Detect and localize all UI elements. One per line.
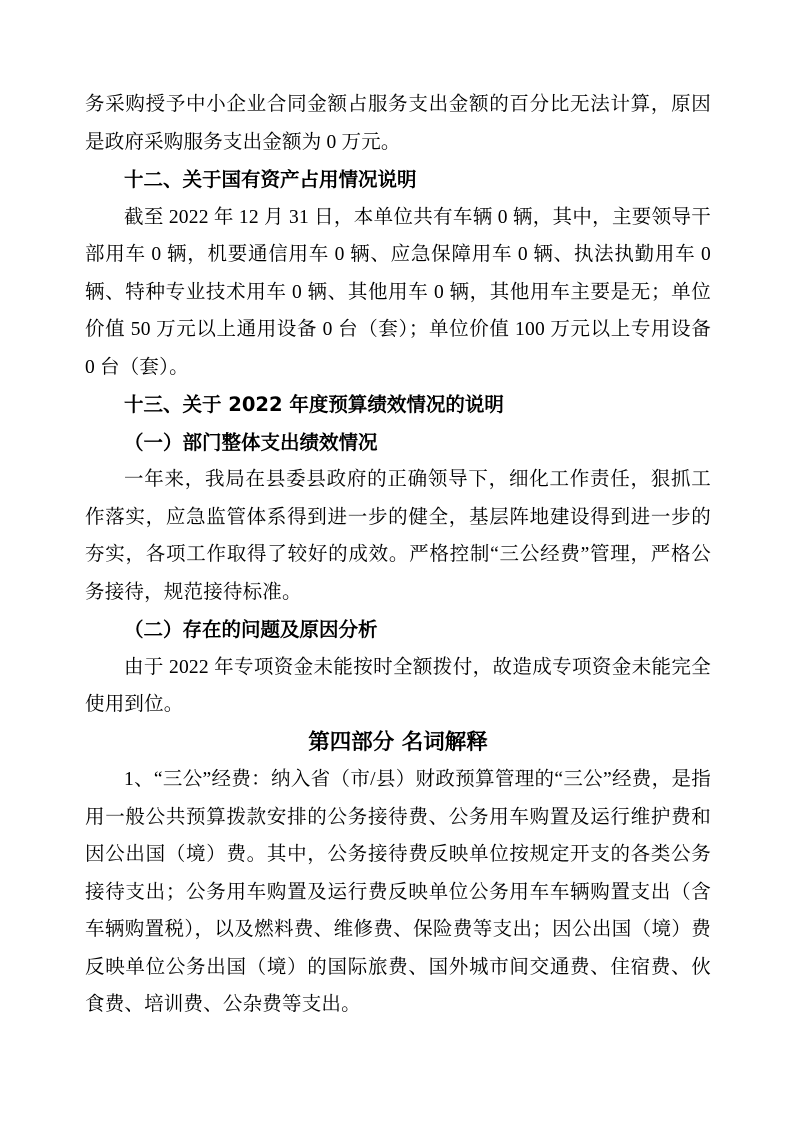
paragraph-procurement-continuation: 务采购授予中小企业合同金额占服务支出金额的百分比无法计算，原因是政府采购服务支出金额为 0 万元。 [85, 94, 711, 153]
paragraph-three-public-funds-definition: 1、“三公”经费：纳入省（市/县）财政预算管理的“三公”经费，是指用一般公共预算拨款安排的公务接待费、公务用车购置及运行维护费和因公出国（境）费。其中，公务接待费反映单位按规定开支的各类公务接待支出；公务用车购置及运行费反映单位公务用车车辆购置支出（含车辆购置税），以及燃料费、维修费、保险费等支出；因公出国（境）费反映单位公务出国（境）的国际旅费、国外城市间交通费、住宿费、伙食费、培训费、公杂费等支出。 [85, 769, 711, 1015]
paragraph-problems-reason: 由于 2022 年专项资金未能按时全额拨付，故造成专项资金未能完全使用到位。 [85, 656, 711, 715]
heading-13-sub1-overall-expenditure: （一）部门整体支出绩效情况 [124, 430, 378, 454]
paragraph-state-assets-detail: 截至 2022 年 12 月 31 日，本单位共有车辆 0 辆，其中，主要领导干部用车 0 辆，机要通信用车 0 辆、应急保障用车 0 辆、执法执勤用车 0 辆、特种专业技术用车 0 辆、其他用车 0 辆，其他用车主要是无；单位价值 50 万元以上通用设备 0 台（套）；单位价值 100 万元以上专用设备 0 台（套）。 [85, 206, 711, 378]
heading-section-12-state-assets: 十二、关于国有资产占用情况说明 [124, 168, 417, 191]
section-4-title-terminology: 第四部分 名词解释 [308, 729, 488, 755]
heading-section-13-budget-performance: 十三、关于 2022 年度预算绩效情况的说明 [124, 393, 504, 416]
heading-13-sub2-problems-analysis: （二）存在的问题及原因分析 [124, 618, 378, 641]
paragraph-performance-summary: 一年来，我局在县委县政府的正确领导下，细化工作责任，狠抓工作落实，应急监管体系得到进一步的健全，基层阵地建设得到进一步的夯实，各项工作取得了较好的成效。严格控制“三公经费”管理，严格公务接待，规范接待标准。 [85, 469, 711, 603]
